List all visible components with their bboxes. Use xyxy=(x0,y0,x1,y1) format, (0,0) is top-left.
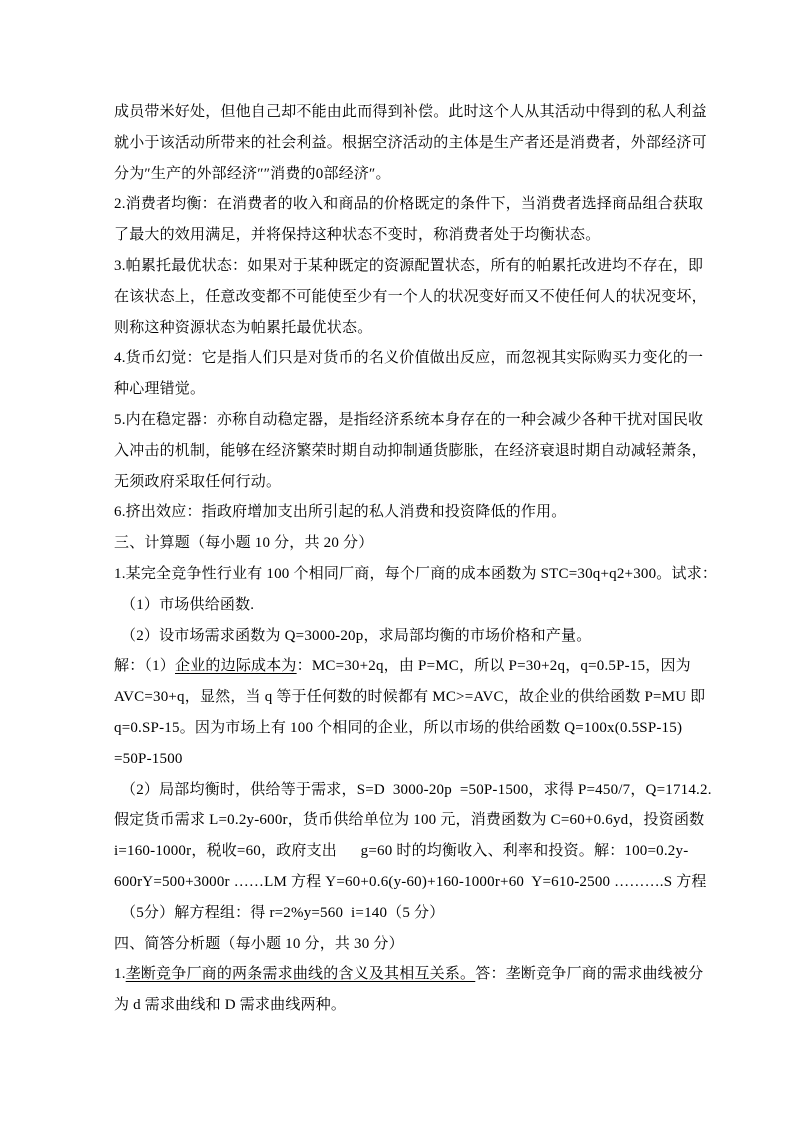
text-line xyxy=(114,343,704,374)
text-segment: 种心理错觉。 xyxy=(114,381,206,398)
text-segment: 6.挤出效应：指政府增加支出所引起的私人消费和投资降低的作用。 xyxy=(114,504,567,521)
text-line xyxy=(114,467,696,498)
text-segment: 答：垄断竞争厂商的需求曲线被分 xyxy=(475,966,704,983)
text-segment: 1. xyxy=(114,966,126,983)
text-segment: 3.帕累托最优状态：如果对于某种既定的资源配置状态，所有的帕累托改进均不存在，即 xyxy=(114,257,704,274)
text-line xyxy=(114,651,696,682)
text-line xyxy=(114,898,696,929)
text-segment: ：MC=30+2q，由 P=MC，所以 P=30+2q，q=0.5P-15，因为 xyxy=(296,658,691,675)
text-line xyxy=(114,621,696,652)
underlined-text: 企业的边际成本为 xyxy=(175,658,297,675)
text-segment: 在该状态上，任意改变都不可能使至少有一个人的状况变好而又不使任何人的状况变坏， xyxy=(114,288,707,305)
text-segment: 四、简答分析题（每小题 10 分，共 30 分） xyxy=(114,935,404,952)
underlined-text: 垄断竞争厂商的两条需求曲线的含义及其相互关系。 xyxy=(125,966,476,983)
text-segment: （2）设市场需求函数为 Q=3000-20p，求局部均衡的市场价格和产量。 xyxy=(121,627,592,644)
text-line xyxy=(114,867,707,898)
text-segment: 假定货币需求 L=0.2y-600r，货币供给单位为 100 元，消费函数为 C=60+0.6yd，投资函数 xyxy=(114,812,705,829)
text-line xyxy=(114,220,696,251)
text-line xyxy=(114,528,696,559)
text-segment: 分为″生产的外部经济″″消费的0部经济″。 xyxy=(114,165,391,182)
text-segment: =50P-1500 xyxy=(114,750,183,767)
text-segment: 则称这种资源状态为帕累托最优状态。 xyxy=(114,319,373,336)
text-segment: q=0.SP-15。因为市场上有 100 个相同的企业，所以市场的供给函数 Q=100x(0.5SP-15) xyxy=(114,719,683,736)
text-line xyxy=(114,805,705,836)
text-segment: 2.消费者均衡：在消费者的收入和商品的价格既定的条件下，当消费者选择商品组合获取 xyxy=(114,196,704,213)
text-segment: 解：（1） xyxy=(114,658,176,675)
text-line xyxy=(114,282,707,313)
text-line xyxy=(114,128,707,159)
text-segment: 入冲击的机制，能够在经济繁荣时期自动抑制通货膨胀，在经济衰退时期自动减轻萧条， xyxy=(114,442,707,459)
text-segment: 就小于该活动所带来的社会利益。根据空济活动的主体是生产者还是消费者，外部经济可 xyxy=(114,134,707,151)
text-line xyxy=(114,744,696,775)
text-segment: （5分）解方程组：得 r=2%y=560 i=140（5 分） xyxy=(121,904,445,921)
text-line xyxy=(114,405,704,436)
document-body xyxy=(114,97,718,1021)
text-line xyxy=(114,713,696,744)
text-line xyxy=(114,959,704,990)
text-segment: 5.内在稳定器：亦称自动稳定器，是指经济系统本身存在的一种会减少各种干扰对国民收 xyxy=(114,411,704,428)
text-segment: （1）市场供给函数. xyxy=(121,596,255,613)
text-line xyxy=(114,775,712,806)
text-segment: 成员带米好处，但他自己却不能由此而得到补偿。此时这个人从其活动中得到的私人利益 xyxy=(114,104,707,120)
text-line xyxy=(114,682,706,713)
text-segment: 了最大的效用满足，并将保持这种状态不变时，称消费者处于均衡状态。 xyxy=(114,227,601,244)
text-segment: 为 d 需求曲线和 D 需求曲线两种。 xyxy=(114,997,347,1014)
text-segment: 无须政府采取任何行动。 xyxy=(114,473,282,490)
text-segment: i=160-1000r，税收=60，政府支出 g=60 时的均衡收入、利率和投资。解：100=0.2y- xyxy=(114,843,689,860)
text-line xyxy=(114,929,696,960)
text-line xyxy=(114,836,696,867)
text-line xyxy=(114,251,704,282)
text-segment: （2）局部均衡时，供给等于需求，S=D 3000-20p =50P-1500，求得 P=450/7，Q=1714.2. xyxy=(121,781,712,798)
text-segment: 三、计算题（每小题 10 分，共 20 分） xyxy=(114,535,374,552)
text-line xyxy=(114,97,707,128)
text-line xyxy=(114,189,704,220)
text-line xyxy=(114,590,696,621)
text-line xyxy=(114,990,696,1021)
text-line xyxy=(114,497,696,528)
text-segment: 4.货币幻觉：它是指人们只是对货币的名义价值做出反应，而忽视其实际购买力变化的一 xyxy=(114,350,704,367)
text-line xyxy=(114,559,718,590)
text-segment: 1.某完全竞争性行业有 100 个相同厂商，每个厂商的成本函数为 STC=30q+q2+300。试求： xyxy=(114,565,718,582)
text-segment: 600rY=500+3000r ……LM 方程 Y=60+0.6(y-60)+160-1000r+60 Y=610-2500 ……….S 方程 xyxy=(114,873,707,890)
text-line xyxy=(114,436,707,467)
text-line xyxy=(114,159,696,190)
text-segment: AVC=30+q，显然，当 q 等于任何数的时候都有 MC>=AVC，故企业的供给函数 P=MU 即 xyxy=(114,689,706,706)
text-line xyxy=(114,374,696,405)
text-line xyxy=(114,313,696,344)
